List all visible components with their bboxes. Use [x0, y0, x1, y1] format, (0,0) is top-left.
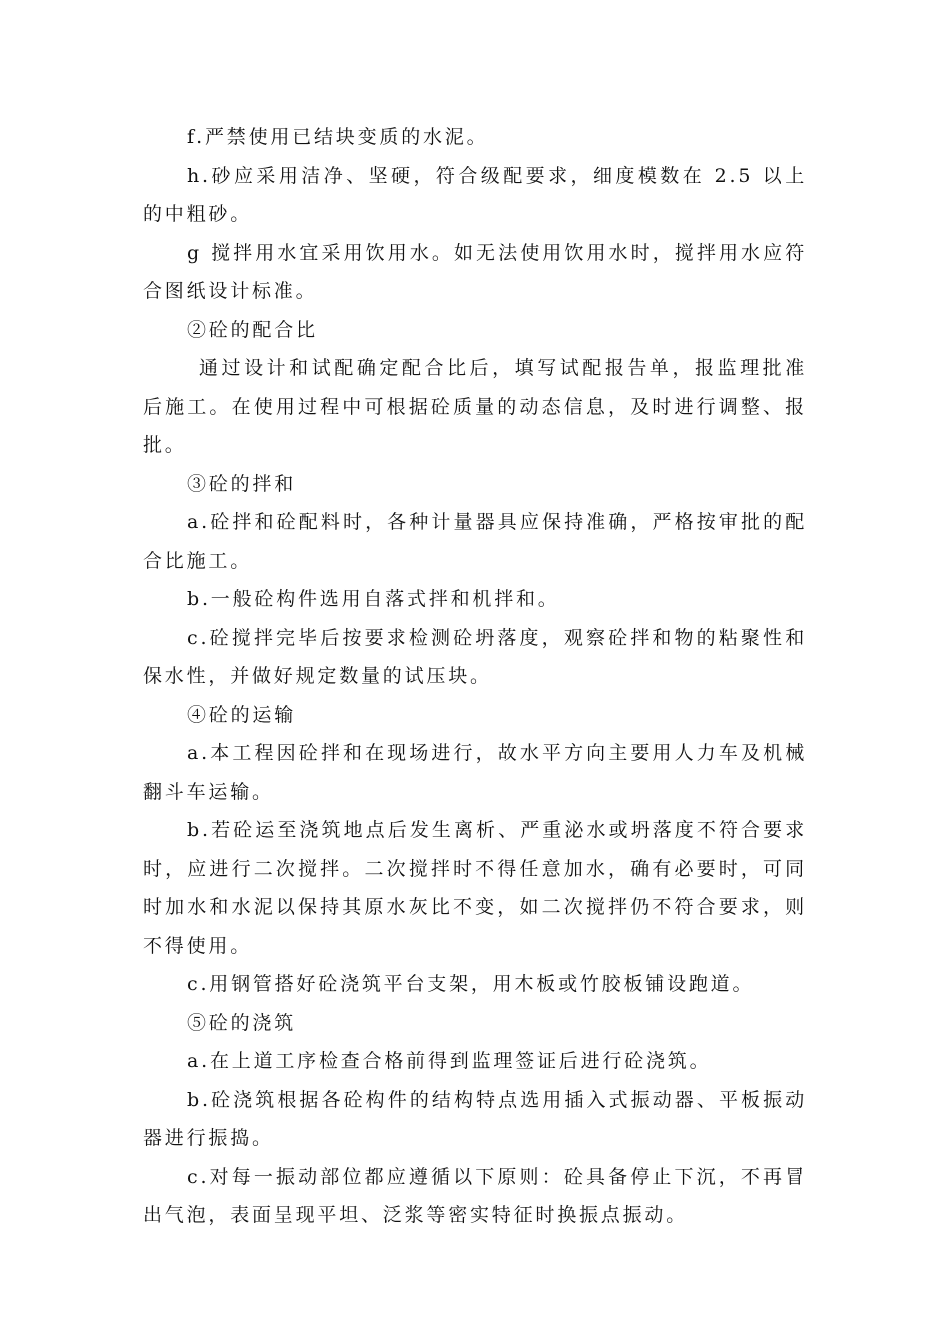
paragraph-mixing-b: b.一般砼构件选用自落式拌和机拌和。 [187, 588, 560, 610]
paragraph-sand-requirement: h.砂应采用洁净、坚硬，符合级配要求，细度模数在 2.5 以上的中粗砂。 [143, 164, 807, 225]
paragraph-pouring-c: c.对每一振动部位都应遵循以下原则：砼具备停止下沉，不再冒出气泡，表面呈现平坦、泛浆等密实特征时换振点振动。 [143, 1165, 807, 1226]
heading-pouring: ⑤砼的浇筑 [187, 1011, 297, 1034]
paragraph-mixing-a: a.砼拌和砼配料时，各种计量器具应保持准确，严格按审批的配合比施工。 [143, 511, 807, 572]
heading-mixing: ③砼的拌和 [187, 472, 297, 495]
paragraph-pouring-a: a.在上道工序检查合格前得到监理签证后进行砼浇筑。 [187, 1050, 712, 1072]
paragraph-cement-requirement: f.严禁使用已结块变质的水泥。 [187, 126, 489, 148]
paragraph-mix-ratio: 通过设计和试配确定配合比后，填写试配报告单，报监理批准后施工。在使用过程中可根据砼质量的动态信息，及时进行调整、报批。 [143, 357, 807, 456]
heading-mix-ratio: ②砼的配合比 [187, 318, 318, 341]
paragraph-transport-b: b.若砼运至浇筑地点后发生离析、严重泌水或坍落度不符合要求时，应进行二次搅拌。二次搅拌时不得任意加水，确有必要时，可同时加水和水泥以保持其原水灰比不变，如二次搅拌仍不符合要求，则不得使用。 [143, 819, 807, 957]
paragraph-water-requirement: g 搅拌用水宜采用饮用水。如无法使用饮用水时，搅拌用水应符合图纸设计标准。 [143, 241, 807, 302]
paragraph-mixing-c: c.砼搅拌完毕后按要求检测砼坍落度，观察砼拌和物的粘聚性和保水性，并做好规定数量的试压块。 [143, 626, 807, 687]
document-body [143, 118, 807, 1235]
paragraph-pouring-b: b.砼浇筑根据各砼构件的结构特点选用插入式振动器、平板振动器进行振捣。 [143, 1088, 807, 1149]
heading-transport: ④砼的运输 [187, 703, 297, 726]
paragraph-transport-a: a.本工程因砼拌和在现场进行，故水平方向主要用人力车及机械翻斗车运输。 [143, 742, 807, 803]
paragraph-transport-c: c.用钢管搭好砼浇筑平台支架，用木板或竹胶板铺设跑道。 [187, 973, 755, 995]
